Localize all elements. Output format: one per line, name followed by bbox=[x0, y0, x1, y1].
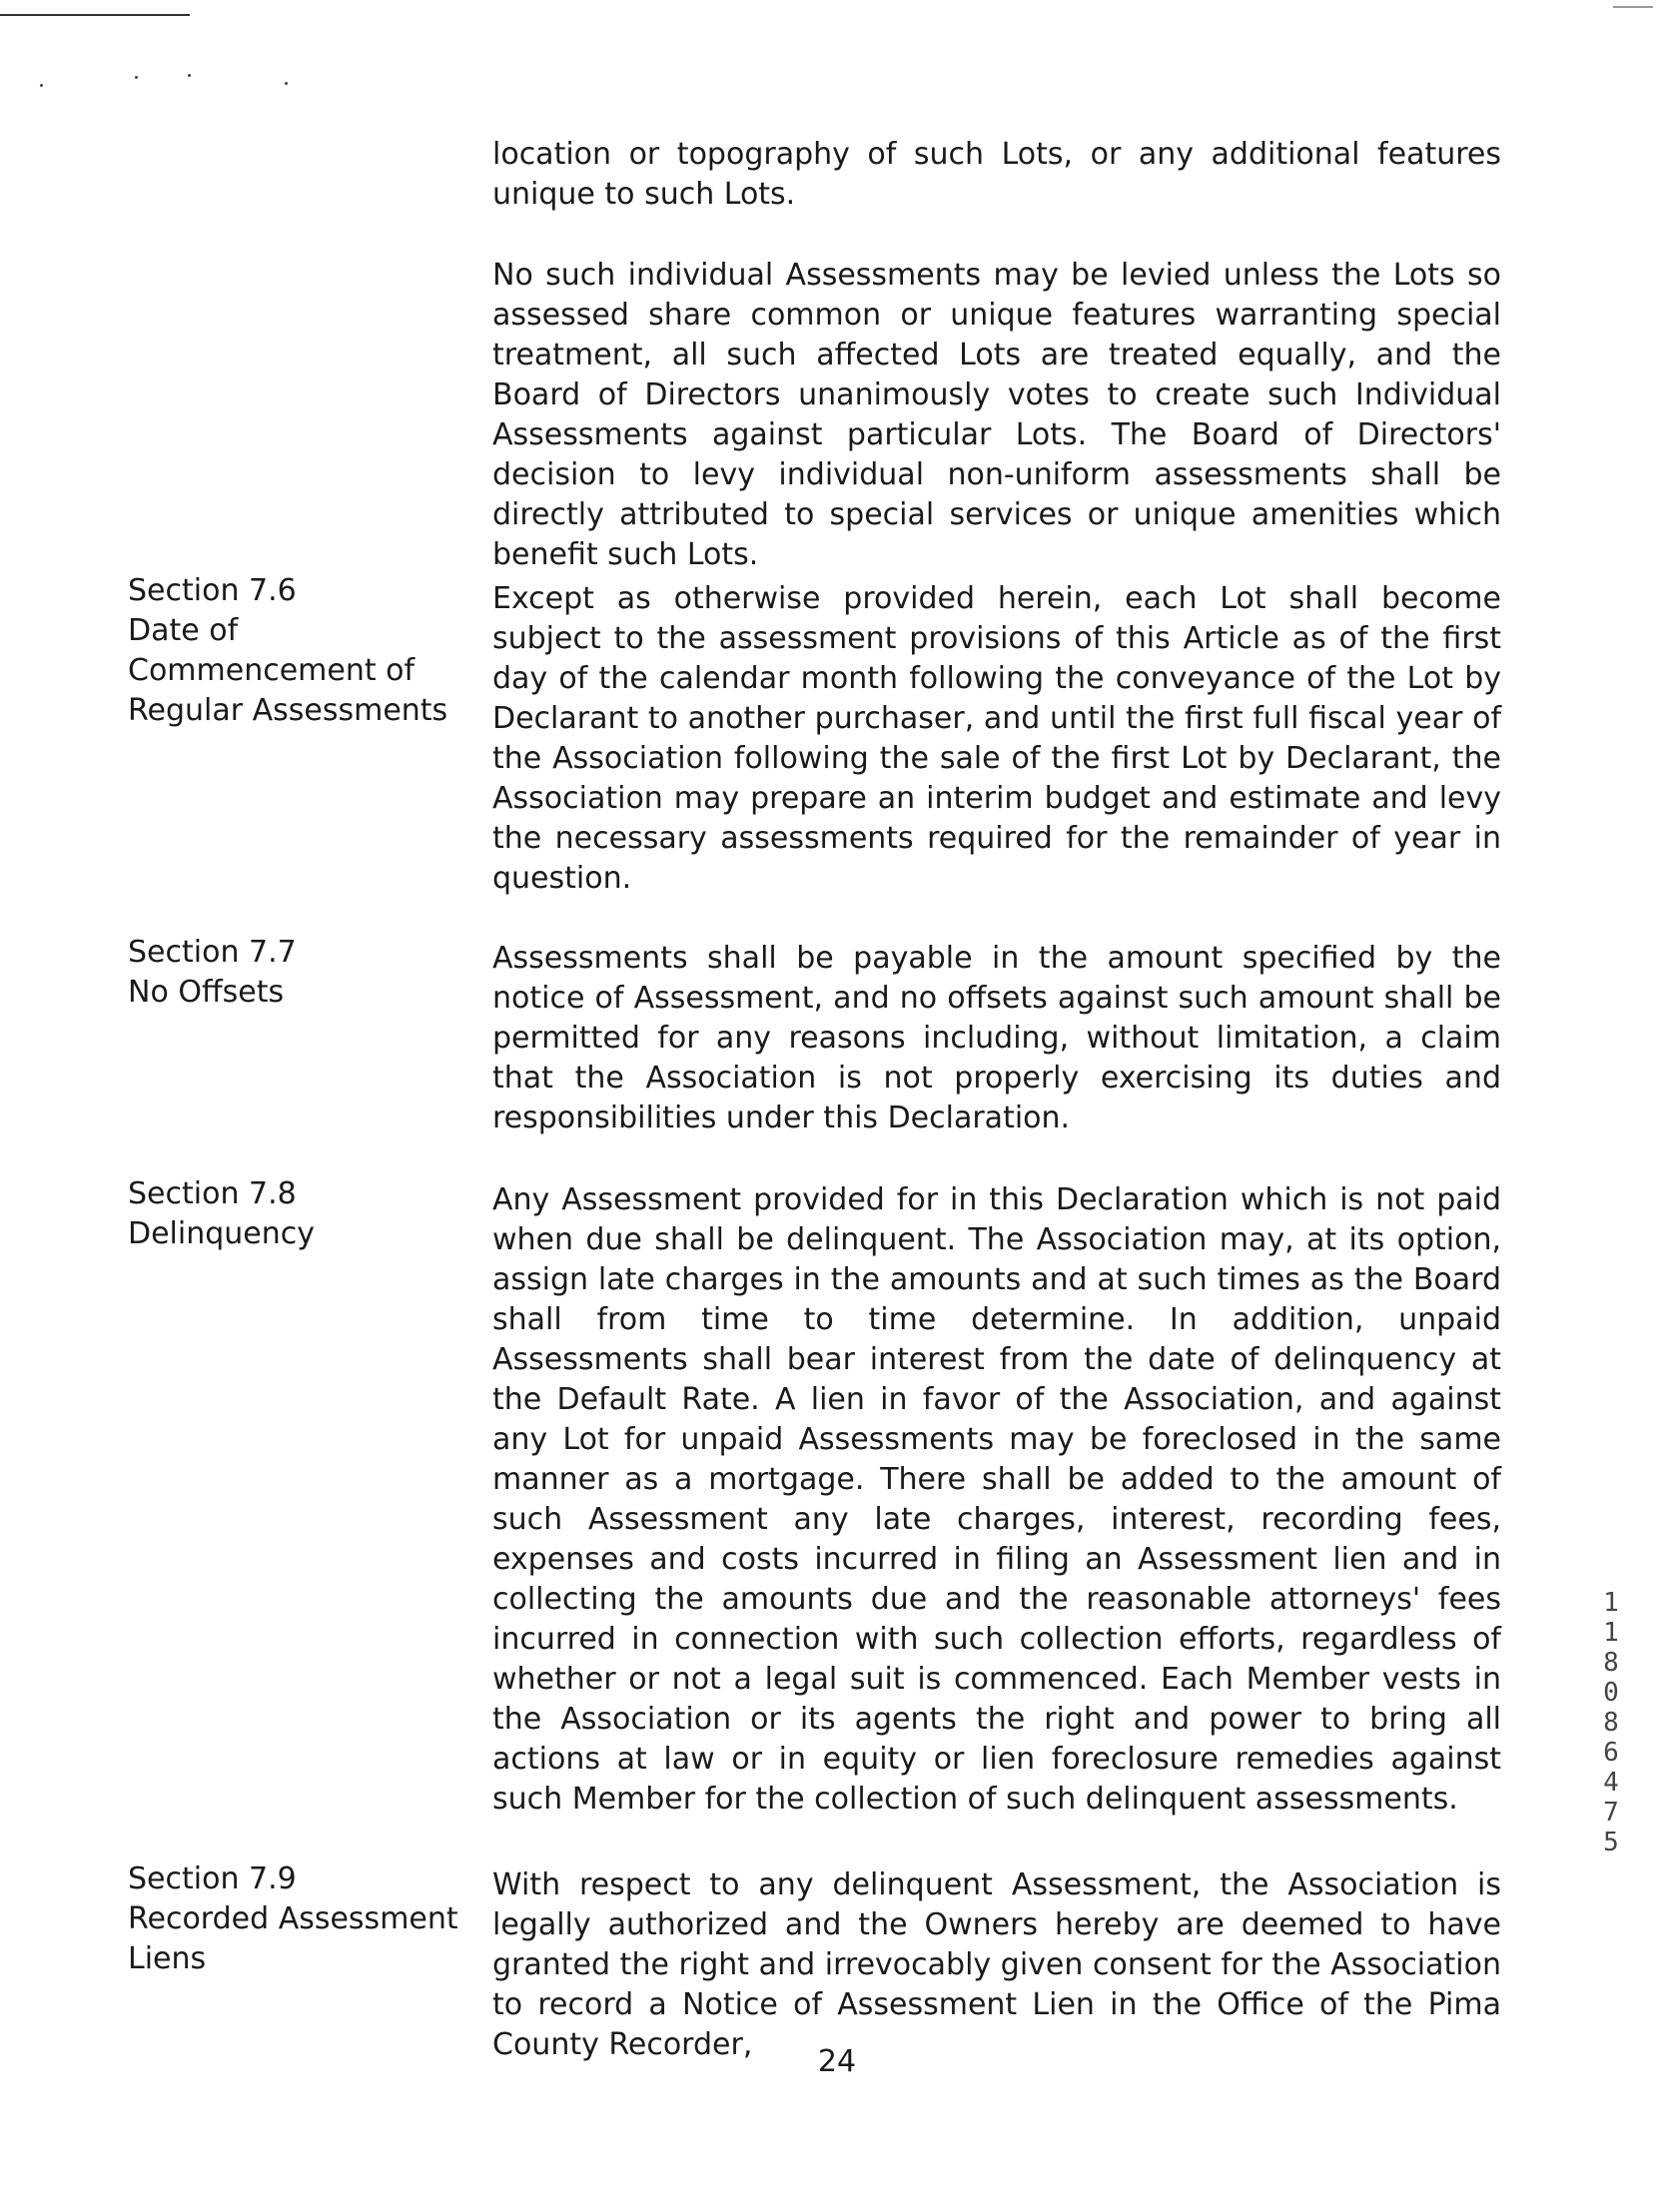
scan-specks bbox=[40, 70, 300, 90]
margin-stamp: 11808 6475 bbox=[1603, 1588, 1619, 1857]
section-label-line: Regular Assessments bbox=[128, 693, 448, 728]
section-7-7-label bbox=[128, 933, 467, 1013]
section-7-9-body: With respect to any delinquent Assessment, the Association is legally authorized and the Owners hereby are deemed to have granted the right and irrevocably given consent for the Association to record a Notice of Assessment Lien in the Office of the Pima County Recorder, bbox=[492, 1867, 1501, 2062]
section-label-line: Commencement of bbox=[128, 653, 416, 688]
continuation-paragraph-1: location or topography of such Lots, or any additional features unique to such Lots. bbox=[492, 137, 1501, 212]
section-7-7-body: Assessments shall be payable in the amount specified by the notice of Assessment, and no offsets against such amount shall be permitted for any reasons including, without limitation, a claim that the Association is not properly exercising its duties and responsibilities under this Declaration. bbox=[492, 941, 1501, 1135]
section-7-8-body: Any Assessment provided for in this Declaration which is not paid when due shall be delinquent. The Association may, at its option, assign late charges in the amounts and at such times as the Board shall from time to time determine. In addition, unpaid Assessments shall bear interest from the date of delinquency at the Default Rate. A lien in favor of the Association, and against any Lot for unpaid Assessments may be foreclosed in the same manner as a mortgage. There shall be added to the amount of such Assessment any late charges, interest, recording fees, expenses and costs incurred in filing an Assessment lien and in collecting the amounts due and the reasonable attorneys' fees incurred in connection with such collection efforts, regardless of whether or not a legal suit is commenced. Each Member vests in the Association or its agents the right and power to bring all actions at law or in equity or lien foreclosure remedies against such Member for the collection of such delinquent assessments. bbox=[492, 1182, 1501, 1817]
section-label-line: Section 7.9 bbox=[128, 1861, 297, 1896]
section-label-line: Date of bbox=[128, 613, 239, 648]
continuation-paragraph-2: No such individual Assessments may be levied unless the Lots so assessed share common or unique features warranting special treatment, all such affected Lots are treated equally, and the Board of Directors unanimously votes to create such Individual Assessments against particular Lots. The Board of Directors' decision to levy individual non-uniform assessments shall be directly attributed to special services or unique amenities which benefit such Lots. bbox=[492, 258, 1501, 572]
section-label-line: No Offsets bbox=[128, 975, 285, 1010]
section-7-8-label bbox=[128, 1174, 467, 1254]
section-label-line: Delinquency bbox=[128, 1216, 316, 1251]
section-label-line: Recorded Assessment bbox=[128, 1901, 458, 1936]
section-label-line: Section 7.7 bbox=[128, 935, 297, 970]
top-rule bbox=[0, 14, 190, 16]
section-7-9-label bbox=[128, 1859, 467, 1979]
page-number: 24 bbox=[817, 2044, 857, 2079]
section-label-line: Section 7.6 bbox=[128, 573, 297, 608]
top-rule-right bbox=[1613, 6, 1653, 8]
section-7-6-label bbox=[128, 571, 467, 731]
section-label-line: Section 7.8 bbox=[128, 1176, 297, 1211]
section-7-6-body: Except as otherwise provided herein, each Lot shall become subject to the assessment provisions of this Article as of the first day of the calendar month following the conveyance of the Lot by Declarant to another purchaser, and until the first full fiscal year of the Association following the sale of the first Lot by Declarant, the Association may prepare an interim budget and estimate and levy the necessary assessments required for the remainder of year in question. bbox=[492, 581, 1501, 896]
section-label-line: Liens bbox=[128, 1941, 207, 1976]
